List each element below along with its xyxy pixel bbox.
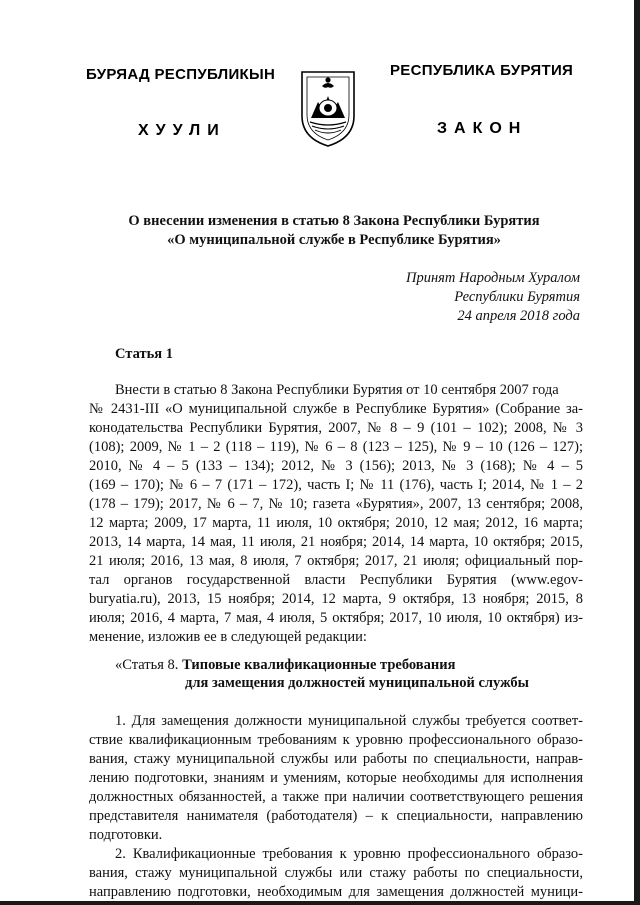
paragraph-line: представителя нанимателя (работодателя) – к специальности, направлению [89,808,583,824]
paragraph-line: лению подготовки, знаниям и умениям, которые необходимы для исполнения [89,770,583,786]
paragraph-line: Внести в статью 8 Закона Республики Бурятия от 10 сентября 2007 года [115,382,559,398]
paragraph-line: № 2431-III «О муниципальной службе в Республике Бурятия» (Собрание за- [89,401,583,417]
article-1-paragraph [89,381,583,647]
article-8-heading [115,656,455,675]
article-8-heading-line-1: Типовые квалификационные требования [182,657,456,673]
paragraph-line: (169 – 170); № 6 – 7 (171 – 172), часть I; № 11 (176), часть I; 2014, № 1 – 2 [89,477,583,493]
article-8-heading-line-2: для замещения должностей муниципальной службы [185,675,529,691]
paragraph-line: 21 июля; 2016, 13 мая, 8 июля, 7 октября; 2017, 21 июля; официальный пор- [89,553,583,569]
paragraph-line: июля; 2016, 4 марта, 7 мая, 4 июля, 5 октября; 2017, 10 июля, 10 октября) из- [89,610,583,626]
adopted-date: 24 апреля 2018 года [457,308,580,324]
article-1-heading: Статья 1 [115,346,173,362]
paragraph-line: подготовки. [89,827,163,843]
point-2-paragraph [89,845,583,902]
paragraph-line: тал органов государственной власти Республики Бурятия (www.egov- [89,572,583,588]
paragraph-line: 1. Для замещения должности муниципальной службы требуется соответ- [115,713,583,729]
paragraph-line: 2. Квалификационные требования к уровню профессионального образо- [115,846,583,862]
paragraph-line: buryatia.ru), 2013, 15 ноября; 2014, 12 марта, 9 октября, 13 ноября; 2015, 8 [89,591,583,607]
scan-edge-right [634,0,640,905]
adopted-by-republic: Республики Бурятия [454,289,580,305]
law-title-line-1: О внесении изменения в статью 8 Закона Республики Бурятия [128,213,540,229]
article-8-prefix: «Статья 8. [115,657,183,673]
paragraph-line: менение, изложив ее в следующей редакции: [89,629,367,645]
paragraph-line: (178 – 179); 2017, № 6 – 7, № 10; газета «Бурятия», 2007, 13 сентября; 2008, [89,496,583,512]
point-1-paragraph [89,712,583,845]
paragraph-line: конодательства Республики Бурятия, 2007, № 8 – 9 (101 – 102); 2008, № 3 [89,420,583,436]
paragraph-line: направлению подготовки, необходимым для замещения должностей муници- [89,884,583,900]
header-right-top: РЕСПУБЛИКА БУРЯТИЯ [390,62,574,79]
paragraph-line: вания, стажу муниципальной службы или стажу работы по специальности, [89,865,583,881]
coat-of-arms-icon [298,66,358,148]
header-left-top: БУРЯАД РЕСПУБЛИКЫН [86,66,276,83]
paragraph-line: 2010, № 4 – 5 (133 – 134); 2012, № 3 (156); 2013, № 3 (168); № 4 – 5 [89,458,583,474]
law-title-line-2: «О муниципальной службе в Республике Бурятия» [167,232,501,248]
paragraph-line: (108); 2009, № 1 – 2 (118 – 119), № 6 – 8 (123 – 125), № 9 – 10 (126 – 127); [89,439,583,455]
paragraph-line: ствие квалификационным требованиям к уровню профессионального образо- [89,732,583,748]
paragraph-line: 12 марта; 2009, 17 марта, 11 июля, 10 октября; 2010, 12 мая; 2012, 16 марта; [89,515,583,531]
paragraph-line: вания, стажу муниципальной службы или работы по специальности, направ- [89,751,583,767]
adopted-by: Принят Народным Хуралом [405,270,580,286]
paragraph-line: должностных обязанностей, а также при наличии соответствующего решения [89,789,583,805]
header-left-bottom: ХУУЛИ [138,122,226,139]
paragraph-line: 2013, 14 марта, 14 мая, 11 июля, 21 ноября; 2014, 14 марта, 10 октября; 2015, [89,534,583,550]
header-right-bottom: ЗАКОН [437,120,528,137]
